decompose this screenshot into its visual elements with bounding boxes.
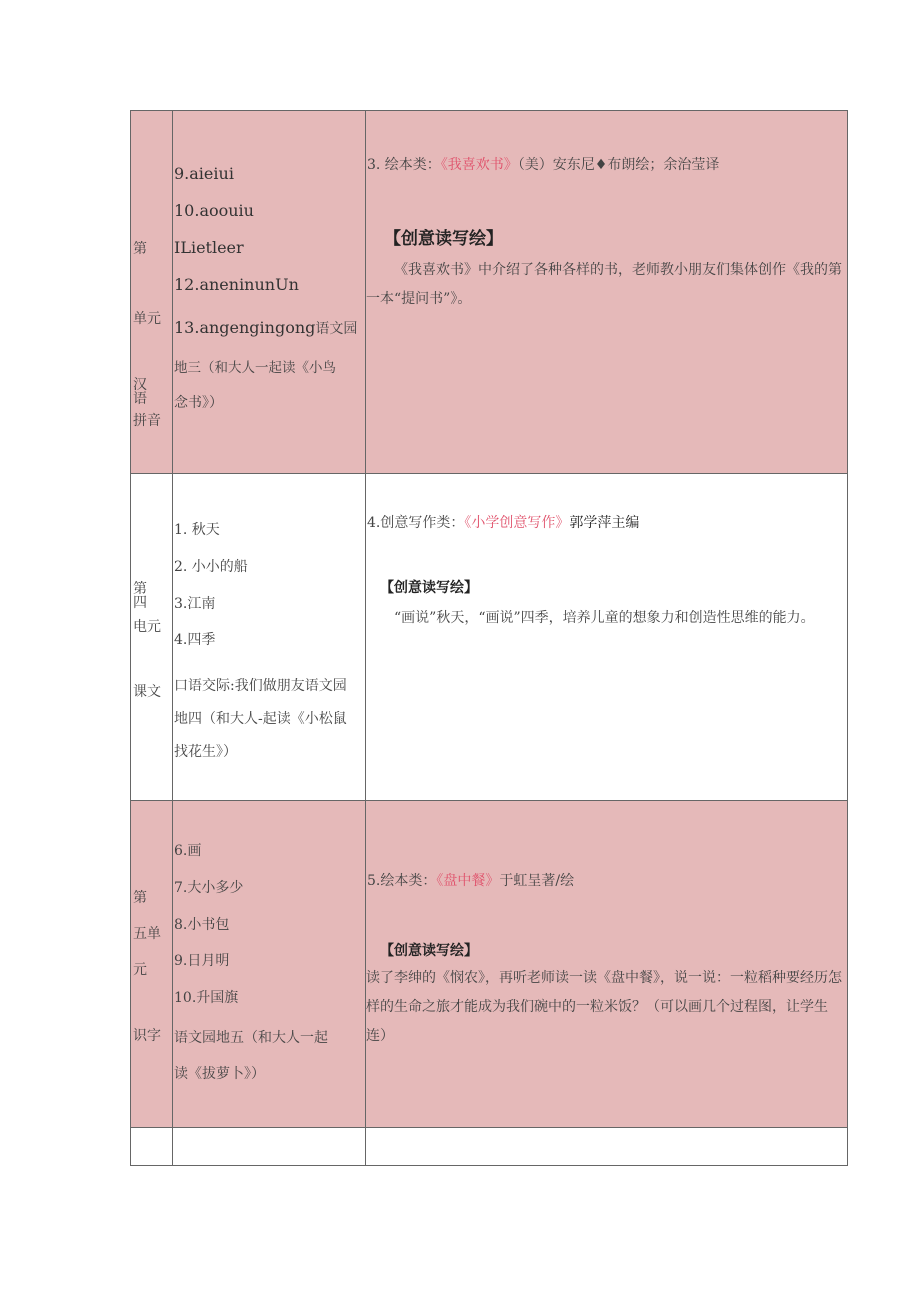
unit-cell: [131, 474, 173, 801]
unit-label: 拼音: [133, 413, 161, 429]
lesson-item: 语文园: [315, 321, 358, 337]
lesson-item: 12.aneninunUn: [174, 275, 299, 294]
table-row: [131, 111, 848, 474]
description: 读了李绅的《悯农》，再听老师读一读《盘中餐》，说一说：一粒稻种要经历怎样的生命之旅才能成为我们碗中的一粒米饭？（可以画几个过程图，让学生连）: [366, 970, 842, 1044]
lesson-item: 10.升国旗: [174, 990, 239, 1006]
lesson-item: 念书》）: [174, 395, 223, 411]
unit-label: 课文: [133, 684, 161, 700]
curriculum-table: [130, 110, 848, 1166]
lesson-item: 3.江南: [174, 596, 216, 612]
book-title: 《盘中餐》: [436, 873, 500, 889]
reading-cell: [366, 474, 848, 801]
book-title: 《我喜欢书》: [440, 157, 518, 173]
lessons-cell: [173, 111, 366, 474]
lesson-item: 7.大小多少: [174, 880, 244, 896]
book-line: 4.创意写作类：《小学创意写作》郭学萍主编: [367, 515, 640, 531]
unit-label: 第 四: [133, 581, 151, 611]
lesson-item: 9.日月明: [174, 953, 230, 969]
lesson-item: 6.画: [174, 843, 202, 859]
lesson-item: ILietleer: [174, 238, 244, 257]
unit-label: 汉 语: [133, 377, 153, 407]
table-row: [131, 801, 848, 1128]
empty-cell: [173, 1128, 366, 1166]
table-row: [131, 474, 848, 801]
empty-cell: [131, 1128, 173, 1166]
book-title: 《小学创意写作》: [464, 515, 570, 531]
lessons-cell: [173, 474, 366, 801]
lesson-item: 4.四季: [174, 632, 216, 648]
lesson-item: 9.aieiui: [174, 164, 234, 183]
unit-label: 单元: [133, 311, 161, 327]
reading-cell: [366, 801, 848, 1128]
section-title: 【创意读写绘】: [380, 943, 478, 959]
lesson-item: 10.aoouiu: [174, 201, 254, 220]
section-title: 【创意读写绘】: [384, 229, 503, 249]
lesson-item: 13.angengingong: [174, 318, 316, 337]
lesson-item: 口语交际:我们做朋友语文园地四（和大人-起读《小松鼠找花生》）: [174, 678, 347, 760]
unit-label: 五单: [133, 926, 161, 942]
reading-cell: [366, 111, 848, 474]
lesson-item: 8.小书包: [174, 917, 230, 933]
unit-label: 识字: [133, 1028, 161, 1044]
description: 《我喜欢书》中介绍了各种各样的书，老师教小朋友们集体创作《我的第一本“提问书”》。: [366, 262, 842, 307]
lesson-item: 语文园地五（和大人一起读《拔萝卜》）: [174, 1030, 328, 1082]
unit-label: 电元: [133, 619, 161, 635]
table-row: [131, 1128, 848, 1166]
unit-label: 第: [133, 890, 147, 906]
lesson-item: 1. 秋天: [174, 522, 220, 538]
section-title: 【创意读写绘】: [380, 580, 478, 596]
description: “画说”秋天，“画说”四季，培养儿童的想象力和创造性思维的能力。: [394, 610, 815, 626]
lesson-item: 2. 小小的船: [174, 559, 248, 575]
unit-label: 第: [133, 241, 147, 257]
book-line: 3. 绘本类：《我喜欢书》（美）安东尼♦布朗绘；余治莹译: [367, 157, 720, 173]
unit-label: 元: [133, 962, 147, 978]
lessons-cell: [173, 801, 366, 1128]
empty-cell: [366, 1128, 848, 1166]
lesson-item: 地三（和大人一起读《小鸟: [174, 360, 336, 376]
book-line: 5.绘本类：《盘中餐》于虹呈著/绘: [367, 873, 575, 889]
unit-cell: [131, 111, 173, 474]
unit-cell: [131, 801, 173, 1128]
